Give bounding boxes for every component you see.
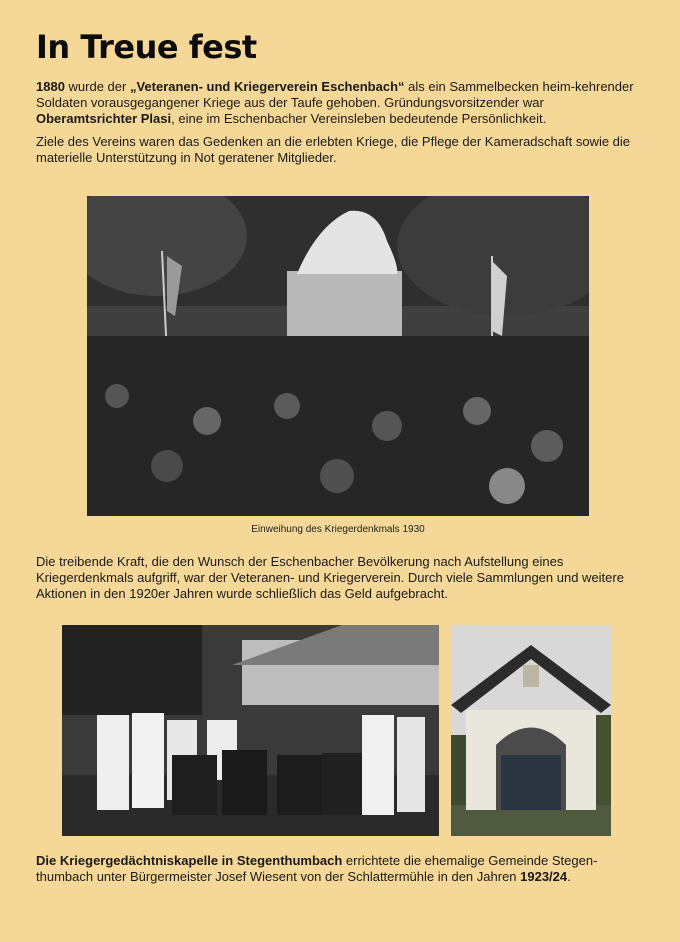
chapel-photo bbox=[451, 625, 611, 836]
group-photo bbox=[62, 625, 439, 836]
page-title: In Treue fest bbox=[36, 28, 257, 66]
goals-paragraph: Ziele des Vereins waren das Gedenken an die erlebten Kriege, die Pflege der Kameradschaft sowie die materielle Unterstützung in Not geratener Mitglieder. bbox=[36, 134, 631, 165]
intro-paragraph: 1880 wurde der „Veteranen- und Kriegerverein Eschenbach“ als ein Sammelbecken heim-kehrender Soldaten vorausgegangener Kriege aus der Taufe gehoben. Gründungsvorsitzender war Oberamtsrichter Plasi, eine im Eschenbacher Vereinsleben bedeutende Persönlichkeit. bbox=[36, 79, 634, 126]
chapel-name: Die Kriegergedächtniskapelle in Stegenthumbach bbox=[36, 853, 343, 868]
founder-name: Oberamtsrichter Plasi bbox=[36, 111, 172, 126]
club-name: „Veteranen- und Kriegerverein Eschenbach“ bbox=[129, 79, 405, 94]
chapel-paragraph: Die Kriegergedächtniskapelle in Stegenthumbach errichtete die ehemalige Gemeinde Stegen-thumbach unter Bürgermeister Josef Wiesent von der Schlattermühle in den Jahren 1923/24. bbox=[36, 853, 598, 884]
photo-caption: Einweihung des Kriegerdenkmals 1930 bbox=[251, 524, 425, 535]
founding-year: 1880 bbox=[36, 79, 65, 94]
memorial-inauguration-photo bbox=[87, 196, 589, 516]
build-years: 1923/24 bbox=[520, 869, 568, 884]
fundraising-paragraph: Die treibende Kraft, die den Wunsch der Eschenbacher Bevölkerung nach Aufstellung eines Kriegerdenkmals aufgriff, war der Veteranen- und Kriegerverein. Durch viele Sammlungen und weitere Aktionen in den 1920er Jahren wurde schließlich das Geld aufgebracht. bbox=[36, 554, 624, 601]
